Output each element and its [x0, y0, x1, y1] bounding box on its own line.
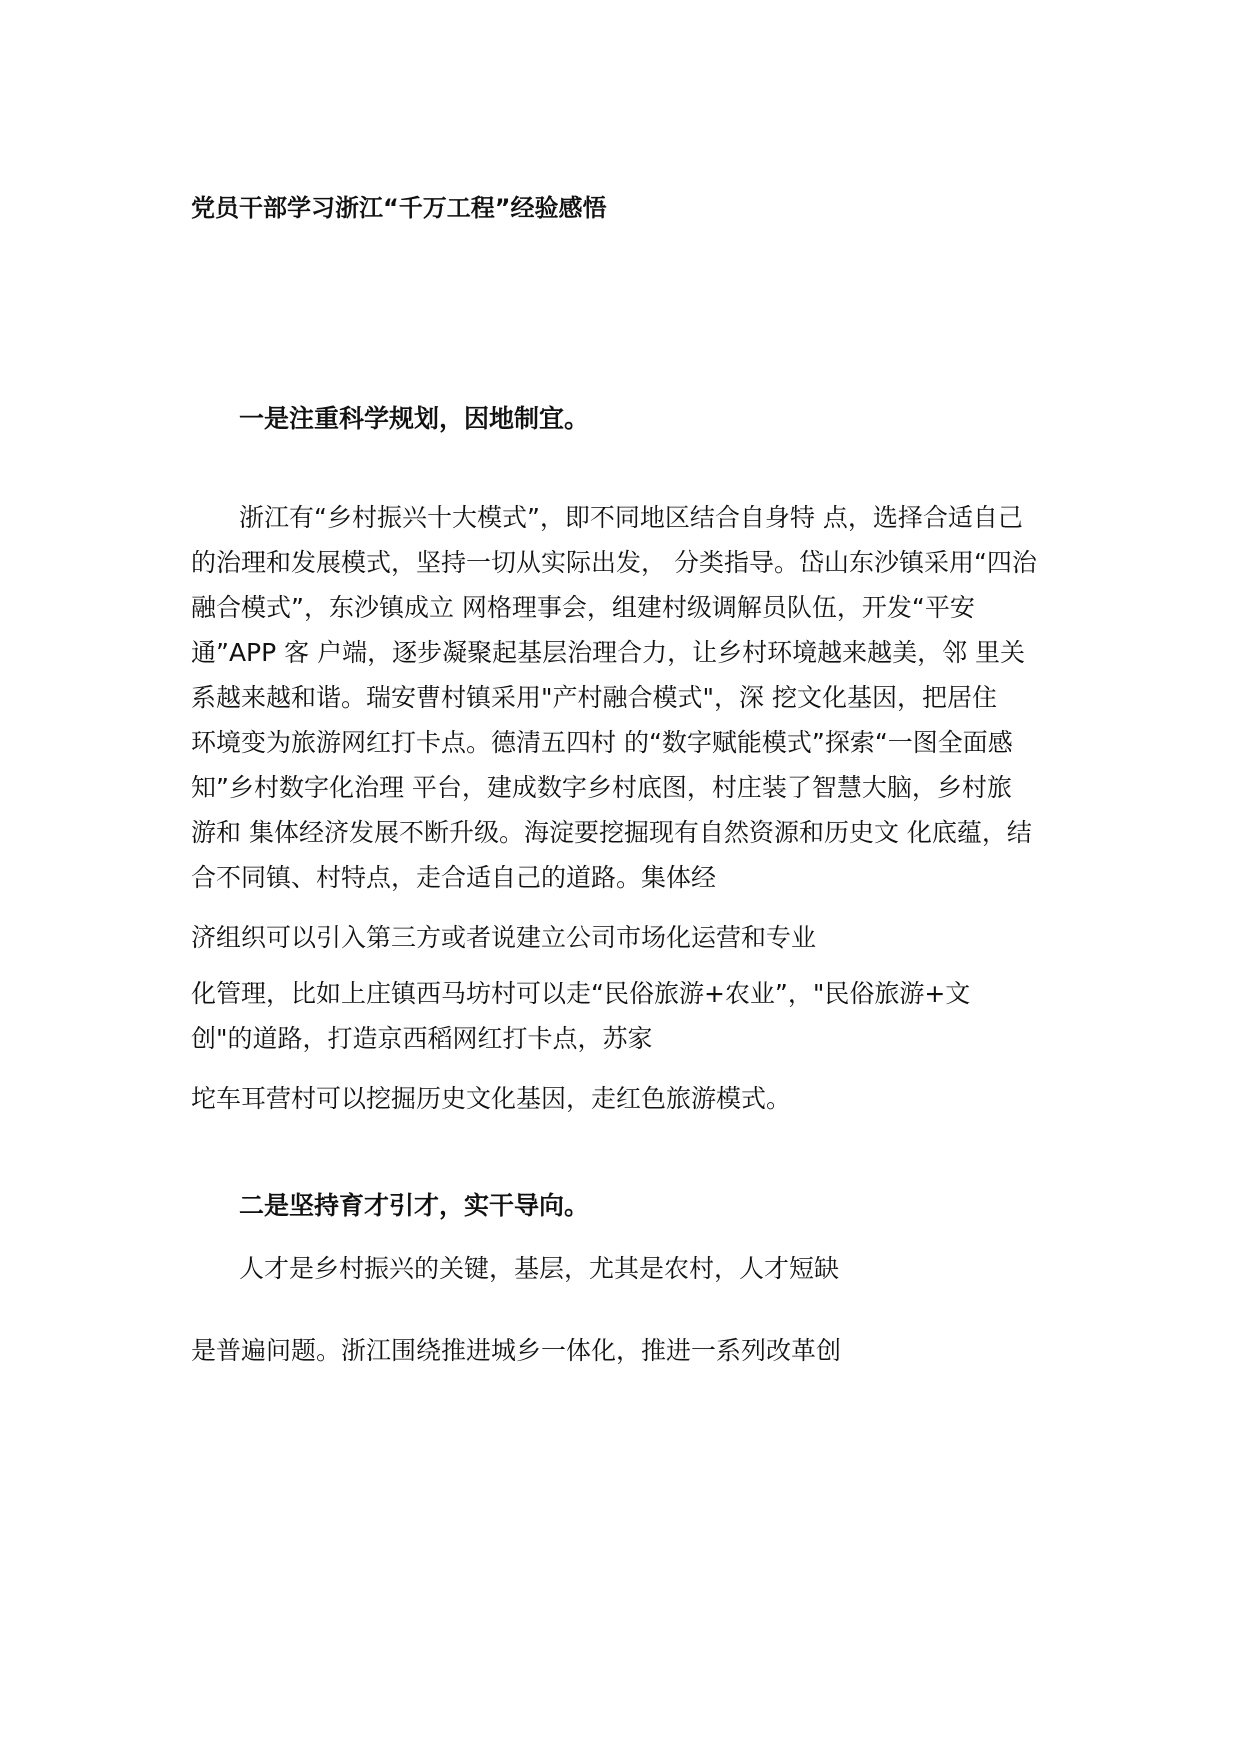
- paragraph-line: 知”乡村数字化治理 平台，建成数字乡村底图，村庄装了智慧大脑，乡村旅: [191, 773, 1012, 802]
- paragraph-line: 创"的道路，打造京西稻网红打卡点，苏家: [191, 1024, 653, 1053]
- paragraph-line: 通”APP 客 户端，逐步凝聚起基层治理合力，让乡村环境越来越美，邻 里关: [191, 638, 1026, 667]
- paragraph-line: 游和 集体经济发展不断升级。海淀要挖掘现有自然资源和历史文 化底蕴，结: [191, 818, 1032, 847]
- paragraph-line: 系越来越和谐。瑞安曹村镇采用"产村融合模式"，深 挖文化基因，把居住: [191, 683, 997, 712]
- paragraph-line: 济组织可以引入第三方或者说建立公司市场化运营和专业: [191, 923, 817, 952]
- section-1-heading: 一是注重科学规划，因地制宜。: [239, 404, 590, 433]
- paragraph-line: 人才是乡村振兴的关键，基层，尤其是农村，人才短缺: [239, 1254, 840, 1283]
- paragraph-line: 是普遍问题。浙江围绕推进城乡一体化，推进一系列改革创: [191, 1336, 842, 1365]
- paragraph-line: 环境变为旅游网红打卡点。德清五四村 的“数字赋能模式”探索“一图全面感: [191, 728, 1013, 757]
- section-2-heading: 二是坚持育才引才，实干导向。: [239, 1191, 590, 1220]
- paragraph-line: 坨车耳营村可以挖掘历史文化基因，走红色旅游模式。: [191, 1084, 792, 1113]
- paragraph-line: 融合模式”，东沙镇成立 网格理事会，组建村级调解员队伍，开发“平安: [191, 593, 975, 622]
- paragraph-line: 浙江有“乡村振兴十大模式”，即不同地区结合自身特 点，选择合适自己: [239, 503, 1023, 532]
- document-title: 党员干部学习浙江“千万工程”经验感悟: [191, 194, 607, 222]
- paragraph-line: 的治理和发展模式，坚持一切从实际出发， 分类指导。岱山东沙镇采用“四治: [191, 548, 1037, 577]
- paragraph-line: 化管理，比如上庄镇西马坊村可以走“民俗旅游+农业”，"民俗旅游+文: [191, 979, 971, 1008]
- paragraph-line: 合不同镇、村特点，走合适自己的道路。集体经: [191, 863, 717, 892]
